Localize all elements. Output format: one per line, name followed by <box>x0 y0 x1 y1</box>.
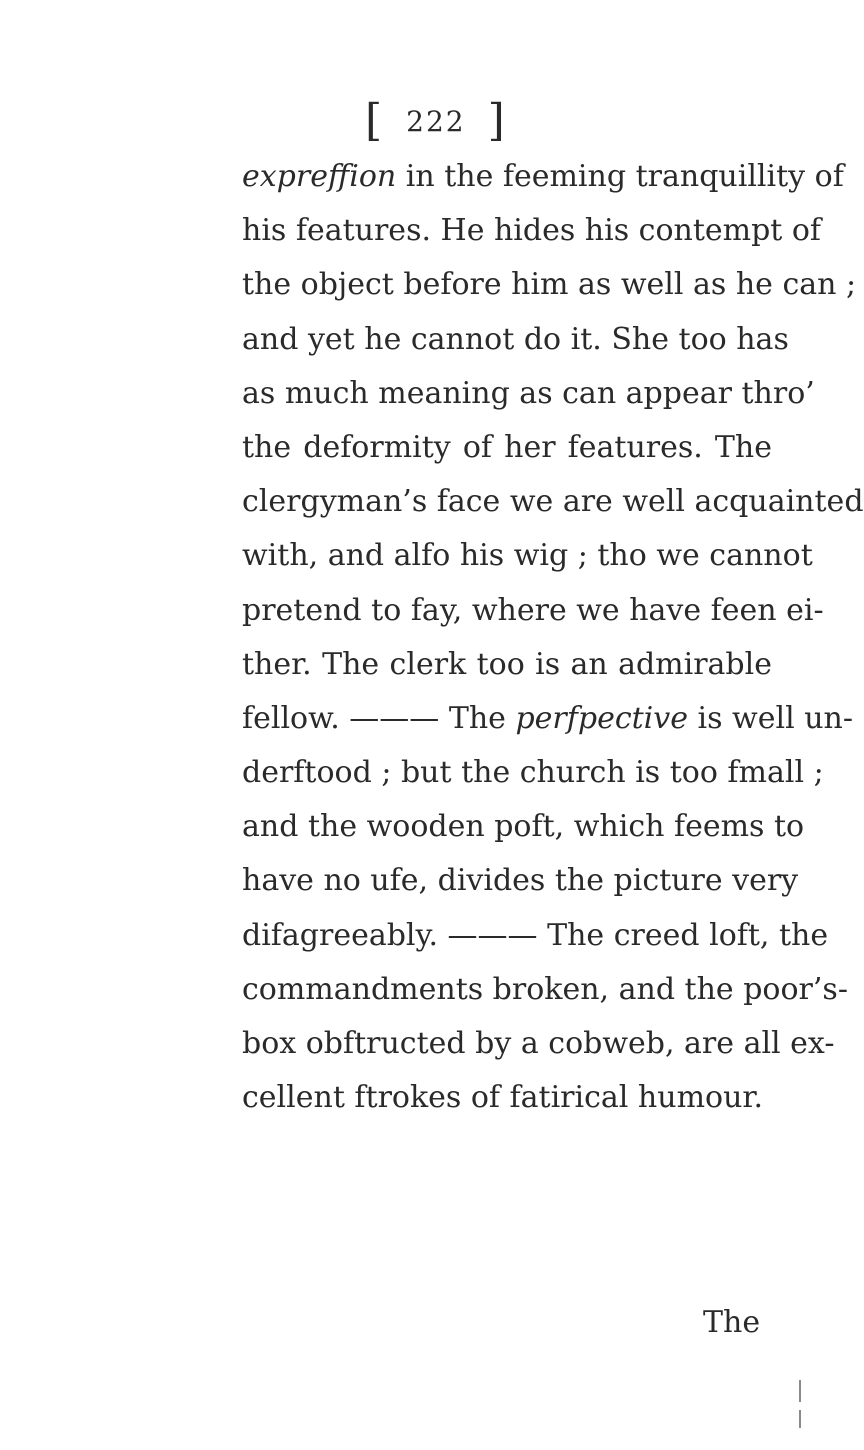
text-line-1 <box>242 150 844 204</box>
text-line-14: have no ufe, divides the picture very <box>242 863 799 899</box>
body-text <box>242 150 864 1125</box>
text-line-11-end: is well un- <box>687 700 853 736</box>
text-line-8: with, and alfo his wig ; tho we cannot <box>242 538 813 574</box>
text-line-6: the deformity of her features. The <box>242 429 772 465</box>
text-line-3: the object before him as well as he can ; <box>242 267 857 303</box>
italic-word: perfpective <box>515 700 688 736</box>
text-line-2: his features. He hides his contempt of <box>242 213 822 249</box>
page-edge-mark <box>799 1410 801 1428</box>
catchword: The <box>703 1305 761 1340</box>
text-line-16: commandments broken, and the poor’s- <box>242 971 848 1007</box>
page-number-open-bracket: [ <box>365 95 385 146</box>
text-line-15: difagreeably. ——— The creed loft, the <box>242 917 829 953</box>
text-line-5: as much meaning as can appear thro’ <box>242 375 815 411</box>
text-line-11 <box>242 692 853 746</box>
page-number-close-bracket: ] <box>487 95 507 146</box>
page-number <box>365 95 507 146</box>
text-line-7: clergyman’s face we are well acquainted <box>242 484 864 520</box>
text-line-4: and yet he cannot do it. She too has <box>242 321 789 357</box>
page-edge-mark <box>799 1380 801 1402</box>
text-line-1-rest: in the feeming tranquillity of <box>396 159 844 194</box>
text-line-9: pretend to fay, where we have feen ei- <box>242 592 824 628</box>
text-line-17: box obftructed by a cobweb, are all ex- <box>242 1026 835 1061</box>
text-line-10: ther. The clerk too is an admirable <box>242 646 772 682</box>
page-number-value: 222 <box>406 105 466 138</box>
text-line-13: and the wooden poft, which feems to <box>242 809 805 845</box>
italic-word: expreffion <box>242 159 397 194</box>
text-line-12: derftood ; but the church is too fmall ; <box>242 755 824 791</box>
text-line-11-start: fellow. ——— The <box>242 700 516 736</box>
text-line-18: cellent ftrokes of fatirical humour. <box>242 1080 763 1116</box>
